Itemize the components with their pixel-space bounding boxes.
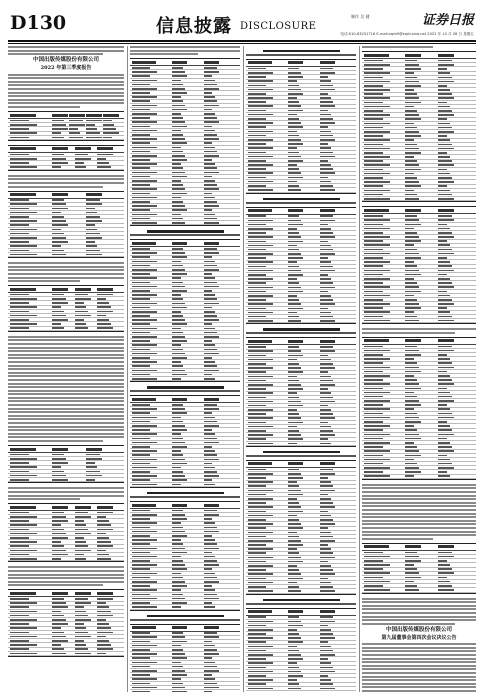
column-1: [8, 46, 124, 692]
financial-table: [8, 111, 124, 141]
column-divider: [359, 46, 360, 692]
column-3: [246, 46, 356, 692]
text-line: [362, 513, 476, 515]
text-line: [362, 527, 476, 529]
text-line: [8, 50, 124, 52]
report-title: 2022 年第三季度报告: [40, 65, 92, 72]
text-line: [8, 368, 124, 370]
financial-table: [362, 337, 476, 480]
text-line: [362, 601, 476, 603]
column-divider: [127, 46, 128, 692]
column-2: [130, 46, 240, 692]
text-line: [8, 400, 124, 402]
text-line: [8, 404, 124, 406]
text-line: [8, 487, 124, 489]
column-divider: [243, 46, 244, 692]
text-line: [8, 357, 124, 359]
financial-table: [8, 589, 124, 657]
text-line: [362, 332, 455, 334]
text-line: [8, 74, 124, 76]
text-line: [8, 99, 124, 101]
text-line: [8, 106, 80, 108]
report-company-name: 中国出版传媒股份有限公司: [32, 57, 99, 64]
text-line: [362, 686, 476, 688]
notice-company-name: 中国出版传媒股份有限公司: [385, 626, 452, 633]
text-line: [8, 375, 124, 377]
text-line: [8, 354, 124, 356]
text-line: [362, 498, 476, 500]
statement-header: [246, 328, 356, 334]
text-line: [8, 415, 124, 417]
text-line: [362, 531, 476, 533]
text-line: [362, 665, 476, 667]
statement-header: [130, 386, 240, 392]
financial-table: [362, 206, 476, 324]
financial-table: [8, 191, 124, 259]
text-line: [8, 408, 124, 410]
text-line: [362, 690, 476, 692]
text-line: [8, 566, 124, 568]
text-line: [362, 505, 476, 507]
text-line: [8, 495, 124, 497]
text-line: [362, 616, 476, 618]
text-line: [8, 574, 124, 576]
statement-header: [246, 198, 356, 204]
text-line: [362, 502, 476, 504]
text-line: [8, 422, 124, 424]
financial-table: [362, 543, 476, 594]
text-line: [362, 676, 476, 678]
text-line: [8, 429, 124, 431]
text-line: [362, 650, 476, 652]
financial-table: [130, 58, 240, 226]
text-line: [8, 81, 124, 83]
financial-table: [246, 337, 356, 447]
text-line: [362, 623, 455, 625]
financial-table: [130, 501, 240, 611]
notice-title: 第九届董事会第四次会议决议公告: [381, 634, 457, 641]
text-line: [362, 654, 476, 656]
statement-header: [130, 230, 240, 236]
text-line: [130, 46, 240, 48]
text-line: [8, 433, 124, 435]
masthead-rule: [8, 40, 476, 42]
newspaper-logo: 证券日报: [421, 13, 474, 28]
text-line: [362, 661, 476, 663]
text-line: [8, 269, 124, 271]
text-line: [8, 577, 124, 579]
text-line: [8, 440, 103, 442]
text-line: [8, 365, 124, 367]
text-line: [362, 495, 476, 497]
masthead-rule-thin: [8, 43, 476, 44]
text-line: [362, 672, 476, 674]
financial-table: [8, 503, 124, 562]
text-line: [8, 273, 124, 275]
text-line: [8, 262, 124, 264]
contact-line: 电话:010-83251716 E-mail:zqrb9@zqrb.sina.net 2022 年 10 月 28 日 星期五: [340, 32, 474, 36]
text-line: [362, 668, 476, 670]
text-line: [8, 102, 124, 104]
text-line: [8, 570, 124, 572]
section-title-en: DISCLOSURE: [240, 21, 317, 32]
text-line: [362, 534, 476, 536]
text-line: [362, 643, 476, 645]
text-line: [362, 619, 476, 621]
text-line: [362, 683, 476, 685]
text-line: [8, 390, 124, 392]
text-line: [8, 386, 124, 388]
text-line: [130, 50, 240, 52]
text-line: [362, 647, 476, 649]
column-4: [362, 46, 476, 692]
text-line: [8, 84, 124, 86]
text-line: [8, 175, 124, 177]
text-line: [362, 598, 476, 600]
statement-header: [246, 599, 356, 605]
text-line: [362, 491, 476, 493]
text-line: [362, 605, 476, 607]
text-line: [362, 487, 476, 489]
text-line: [8, 46, 124, 48]
text-line: [362, 538, 433, 540]
text-line: [8, 178, 124, 180]
text-line: [8, 361, 124, 363]
text-line: [8, 584, 103, 586]
text-line: [8, 379, 124, 381]
text-line: [8, 343, 124, 345]
financial-table: [246, 608, 356, 692]
text-line: [8, 411, 124, 413]
financial-table: [246, 207, 356, 325]
text-line: [362, 509, 476, 511]
text-line: [8, 95, 124, 97]
text-line: [362, 328, 476, 330]
statement-header: [130, 615, 240, 621]
text-line: [8, 277, 124, 279]
editors-credit: 制作 吴 健: [351, 14, 370, 19]
text-line: [8, 347, 124, 349]
text-line: [8, 339, 124, 341]
financial-table: [8, 145, 124, 171]
text-line: [8, 77, 124, 79]
text-line: [8, 393, 124, 395]
text-line: [362, 523, 476, 525]
text-line: [362, 516, 476, 518]
text-line: [8, 372, 124, 374]
text-line: [8, 350, 124, 352]
text-line: [8, 53, 103, 55]
text-line: [8, 266, 124, 268]
financial-table: [130, 624, 240, 693]
text-line: [8, 491, 124, 493]
financial-table: [130, 239, 240, 382]
text-line: [8, 92, 124, 94]
financial-table: [8, 285, 124, 332]
text-line: [8, 498, 80, 500]
statement-header: [246, 451, 356, 457]
financial-table: [130, 395, 240, 488]
text-line: [8, 426, 124, 428]
section-title: 信息披露: [156, 16, 232, 37]
financial-table: [246, 460, 356, 595]
text-line: [8, 436, 124, 438]
text-line: [362, 46, 433, 48]
masthead: [8, 6, 476, 38]
text-line: [362, 608, 476, 610]
text-line: [8, 88, 124, 90]
statement-header: [246, 50, 356, 56]
financial-table: [8, 445, 124, 483]
statement-header: [130, 492, 240, 498]
page-number: D130: [10, 12, 67, 34]
text-line: [8, 186, 103, 188]
text-line: [362, 679, 476, 681]
text-line: [362, 484, 476, 486]
text-line: [8, 581, 124, 583]
text-line: [8, 383, 124, 385]
text-line: [8, 397, 124, 399]
text-line: [8, 182, 124, 184]
text-line: [8, 280, 80, 282]
text-line: [362, 612, 476, 614]
text-line: [8, 336, 124, 338]
text-line: [130, 53, 198, 55]
text-line: [362, 658, 476, 660]
text-line: [362, 520, 476, 522]
financial-table: [246, 59, 356, 194]
financial-table: [362, 51, 476, 202]
text-line: [8, 418, 124, 420]
